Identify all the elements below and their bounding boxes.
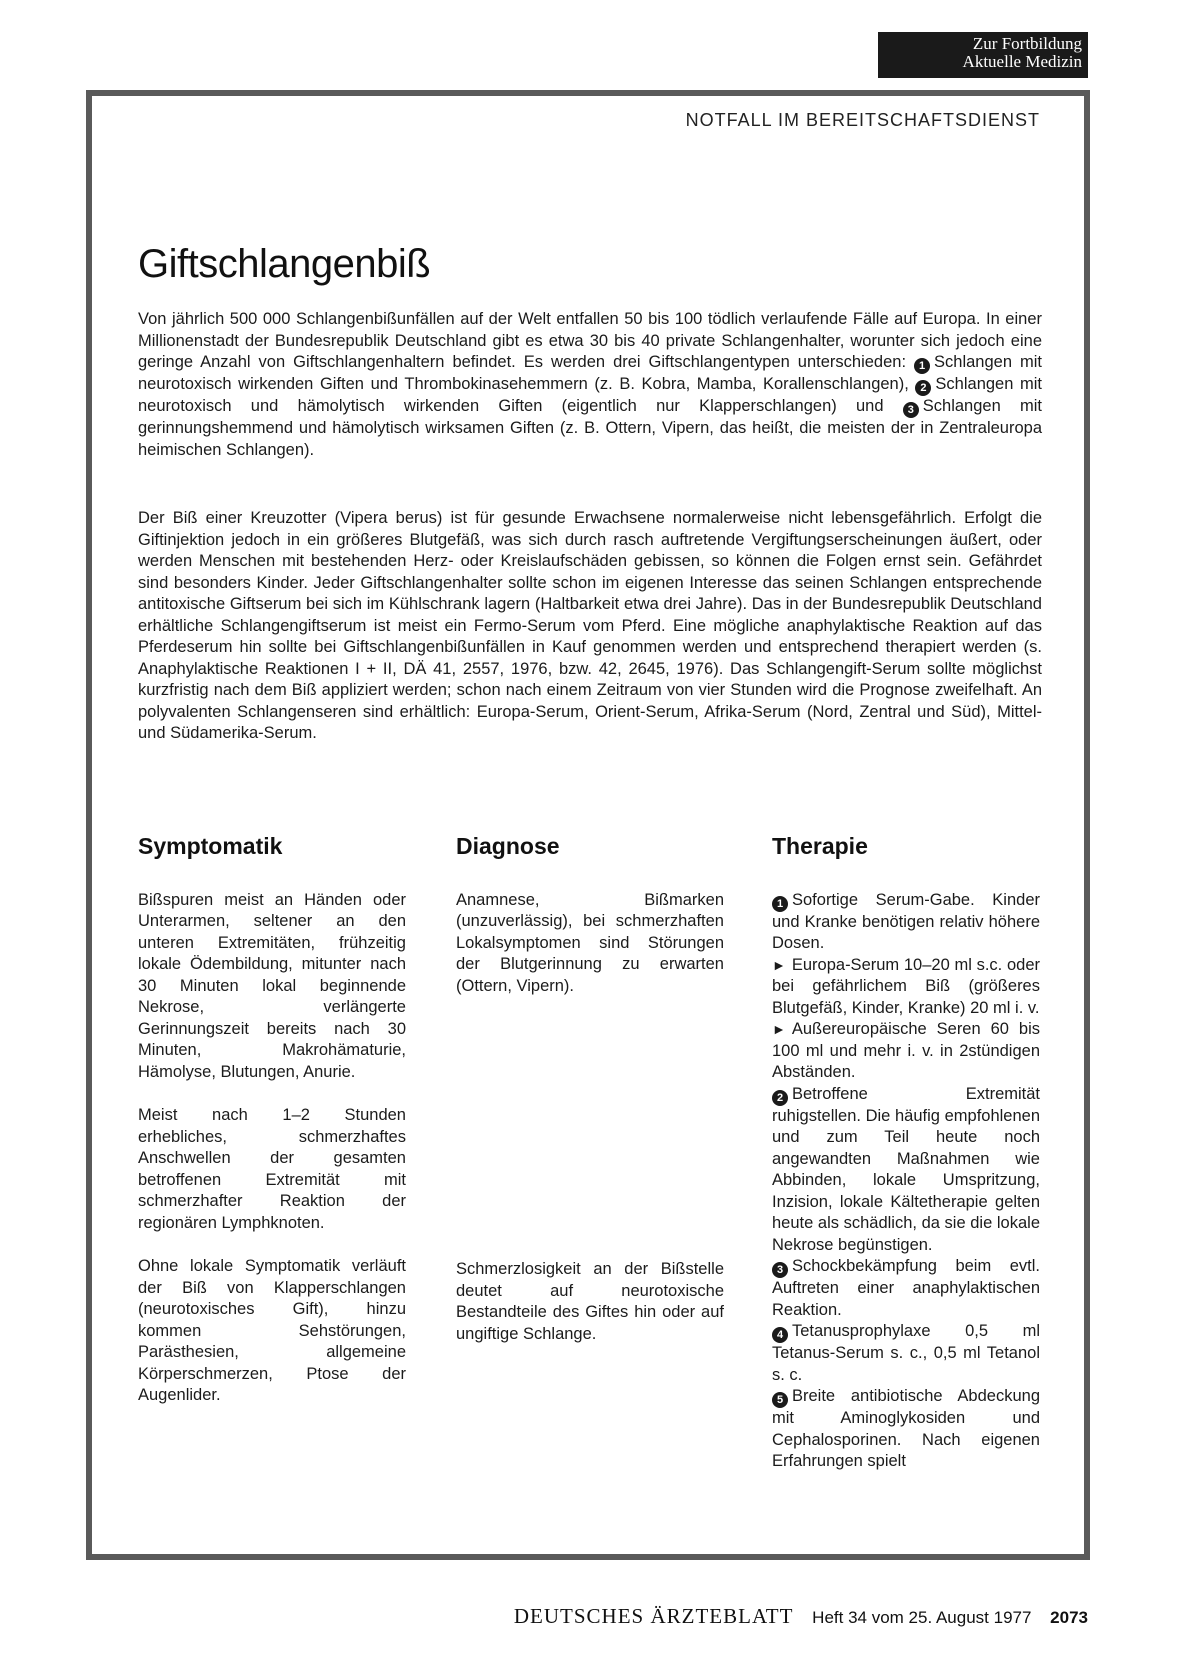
diagnose-paragraph-1: Anamnese, Bißmarken (unzuverlässig), bei schmerzhaften Lokalsymptomen sind Störungen der Blutgerinnung zu erwarten (Ottern, Vipern).	[456, 890, 724, 995]
page-footer	[0, 1604, 1088, 1629]
number-3-icon: 3	[772, 1262, 788, 1278]
symptomatik-paragraph-2: Meist nach 1–2 Stunden erhebliches, schmerzhaftes Anschwellen der gesamten betroffenen Extremität mit schmerzhafter Reaktion der regionären Lymphknoten.	[138, 1106, 406, 1232]
number-1-icon: 1	[772, 896, 788, 912]
symptomatik-heading: Symptomatik	[138, 833, 283, 859]
therapie-bullet-1: ► Europa-Serum 10–20 ml s.c. oder bei gefährlichem Biß (größeres Blutgefäß, Kinder, Kranke) 20 ml i. v.	[772, 955, 1040, 1017]
diagnose-paragraph-2: Schmerzlosigkeit an der Bißstelle deutet auf neurotoxische Bestandteile des Giftes hin oder auf ungiftige Schlange.	[456, 1260, 724, 1343]
intro-text-3: Schlangen mit neurotoxisch und hämolytisch wirkenden Giften (eigentlich nur Klapperschlangen) und	[138, 375, 1042, 415]
intro-text-2: Schlangen mit neurotoxisch wirkenden Giften und Thrombokinasehemmern (z. B. Kobra, Mamba, Korallenschlangen),	[138, 353, 1042, 393]
therapie-column	[772, 833, 1040, 1473]
intro-paragraph	[138, 309, 1042, 461]
therapie-item-4: 4 Tetanusprophylaxe 0,5 ml Tetanus-Serum s. c., 0,5 ml Tetanol s. c.	[772, 1322, 1040, 1384]
therapie-item-2: 2 Betroffene Extremität ruhigstellen. Die häufig empfohlenen und zum Teil heute noch angewandten Maßnahmen wie Abbinden, lokale Umspritzung, Inzision, lokale Kältetherapie gelten heute als schädlich, da sie die lokale Nekrose begünstigen.	[772, 1084, 1040, 1254]
corner-label-line1: Zur Fortbildung	[972, 34, 1082, 53]
corner-label-line2: Aktuelle Medizin	[962, 52, 1082, 71]
intro-text-4: Schlangen mit gerinnungshemmend und hämolytisch wirksamen Giften (z. B. Ottern, Vipern, das heißt, die meisten der in Zentraleuropa heimischen Schlangen).	[138, 397, 1042, 459]
intro-text-1: Von jährlich 500 000 Schlangenbißunfällen auf der Welt entfallen 50 bis 100 tödlich verlaufende Fälle auf Europa. In einer Millionenstadt der Bundesrepublik Deutschland gibt es etwa 30 bis 40 private Schlangenhalter, worunter sich jedoch eine geringe Anzahl von Giftschlangenhaltern befindet. Es werden drei Giftschlangentypen unterschieden:	[138, 310, 1042, 371]
therapie-heading: Therapie	[772, 833, 868, 859]
diagnose-heading: Diagnose	[456, 833, 560, 859]
issue-info: Heft 34 vom 25. August 1977	[812, 1608, 1032, 1627]
therapie-item-3: 3 Schockbekämpfung beim evtl. Auftreten einer anaphylaktischen Reaktion.	[772, 1257, 1040, 1319]
number-2-icon: 2	[915, 380, 931, 396]
number-1-icon: 1	[914, 358, 930, 374]
arrow-right-icon: ►	[772, 1021, 786, 1037]
section-header: NOTFALL IM BEREITSCHAFTSDIENST	[685, 110, 1040, 130]
arrow-right-icon: ►	[772, 956, 786, 973]
number-4-icon: 4	[772, 1327, 788, 1343]
page-number: 2073	[1050, 1608, 1088, 1627]
number-3-icon: 3	[903, 402, 919, 418]
symptomatik-column	[138, 833, 406, 1407]
article-title: Giftschlangenbiß	[138, 242, 431, 286]
section-corner-label	[878, 32, 1088, 78]
article-frame	[86, 90, 1090, 1560]
therapie-bullet-2: ► Außereuropäische Seren 60 bis 100 ml und mehr i. v. in 2stündigen Abständen.	[772, 1020, 1040, 1081]
symptomatik-paragraph-1: Bißspuren meist an Händen oder Unterarmen, seltener an den unteren Extremitäten, frühzeitig lokale Ödembildung, mitunter nach 30 Minuten lokal beginnende Nekrose, verlängerte Gerinnungszeit bereits nach 30 Minuten, Makrohämaturie, Hämolyse, Blutungen, Anurie.	[138, 890, 406, 1081]
number-2-icon: 2	[772, 1090, 788, 1106]
number-5-icon: 5	[772, 1392, 788, 1408]
therapie-item-5: 5 Breite antibiotische Abdeckung mit Aminoglykosiden und Cephalosporinen. Nach eigenen Erfahrungen spielt	[772, 1387, 1040, 1470]
body-paragraph: Der Biß einer Kreuzotter (Vipera berus) ist für gesunde Erwachsene normalerweise nicht lebensgefährlich. Erfolgt die Giftinjektion jedoch in ein größeres Blutgefäß, was sich durch rasch auftretende Vergiftungserscheinungen äußert, oder werden Menschen mit bestehenden Herz- oder Kreislaufschäden gebissen, so können die Folgen ernst sein. Gefährdet sind besonders Kinder. Jeder Giftschlangenhalter sollte schon im eigenen Interesse das seinen Schlangen entsprechende antitoxische Giftserum bei sich im Kühlschrank lagern (Haltbarkeit etwa drei Jahre). Das in der Bundesrepublik Deutschland erhältliche Schlangengiftserum ist meist ein Fermo-Serum vom Pferd. Eine mögliche anaphylaktische Reaktion auf das Pferdeserum hin sollte bei Giftschlangenbißunfällen in Kauf genommen werden und entsprechend therapiert werden (s. Anaphylaktische Reaktionen I + II, DÄ 41, 2557, 1976, bzw. 42, 2645, 1976). Das Schlangengift-Serum sollte möglichst kurzfristig nach dem Biß appliziert werden; schon nach einem Zeitraum von vier Stunden wird die Prognose zweifelhaft. An polyvalenten Schlangenseren sind erhältlich: Europa-Serum, Orient-Serum, Afrika-Serum (Nord, Zentral und Süd), Mittel- und Südamerika-Serum.	[138, 509, 1042, 742]
diagnose-column	[456, 833, 724, 1345]
therapie-item-1: 1 Sofortige Serum-Gabe. Kinder und Kranke benötigen relativ höhere Dosen.	[772, 890, 1040, 952]
symptomatik-paragraph-3: Ohne lokale Symptomatik verläuft der Biß von Klapperschlangen (neurotoxisches Gift), hinzu kommen Sehstörungen, Parästhesien, allgemeine Körperschmerzen, Ptose der Augenlider.	[138, 1257, 406, 1404]
journal-name: DEUTSCHES ÄRZTEBLATT	[513, 1604, 794, 1628]
